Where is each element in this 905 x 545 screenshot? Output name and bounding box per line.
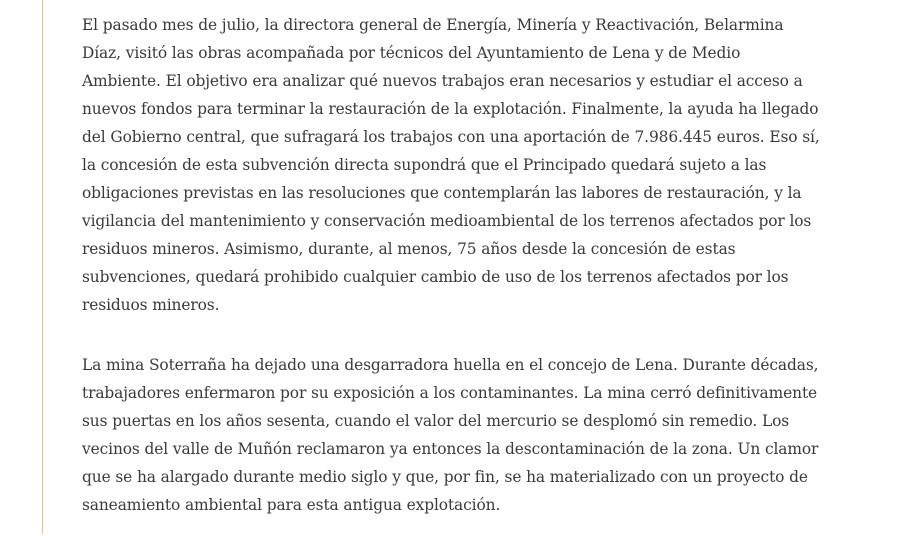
- article-paragraph-2: La mina Soterraña ha dejado una desgarradora huella en el concejo de Lena. Durante décadas, trabajadores enfermaron por su exposición a los contaminantes. La mina cerró definitivamente sus puertas en los años sesenta, cuando el valor del mercurio se desplomó sin remedio. Los vecinos del valle de Muñón reclamaron ya entonces la descontaminación de la zona. Un clamor que se ha alargado durante medio siglo y que, por fin, se ha materializado con un proyecto de saneamiento ambiental para esta antigua explotación.: [82, 356, 819, 514]
- article-body: [82, 11, 822, 519]
- article-paragraph-1: El pasado mes de julio, la directora general de Energía, Minería y Reactivación, Belarmina Díaz, visitó las obras acompañada por técnicos del Ayuntamiento de Lena y de Medio Ambiente. El objetivo era analizar qué nuevos trabajos eran necesarios y estudiar el acceso a nuevos fondos para terminar la restauración de la explotación. Finalmente, la ayuda ha llegado del Gobierno central, que sufragará los trabajos con una aportación de 7.986.445 euros. Eso sí, la concesión de esta subvención directa supondrá que el Principado quedará sujeto a las obligaciones previstas en las resoluciones que contemplarán las labores de restauración, y la vigilancia del mantenimiento y conservación medioambiental de los terrenos afectados por los residuos mineros. Asimismo, durante, al menos, 75 años desde la concesión de estas subvenciones, quedará prohibido cualquier cambio de uso de los terrenos afectados por los residuos mineros.: [82, 16, 820, 314]
- article-left-rule: [42, 0, 43, 534]
